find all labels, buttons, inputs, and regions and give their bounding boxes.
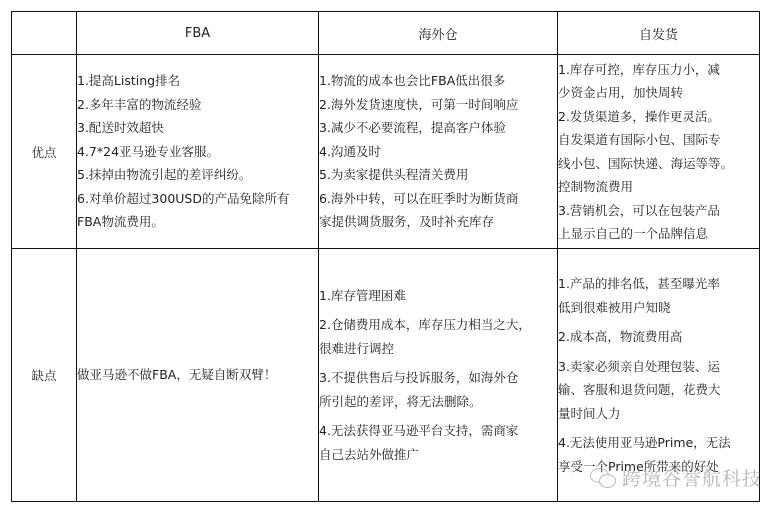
header-overseas-warehouse: 海外仓 bbox=[319, 12, 558, 55]
list-item: 3.营销机会，可以在包装产品 bbox=[558, 202, 720, 218]
list-item: 1.库存管理困难 bbox=[319, 287, 406, 303]
comparison-table bbox=[11, 11, 763, 502]
header-empty bbox=[12, 12, 77, 55]
list-item: 线小包、国际快递、海运等等。 bbox=[558, 155, 734, 171]
header-row bbox=[12, 12, 760, 55]
list-item: 3.卖家必须亲自处理包装、运 输、客服和退货问题，花费大 量时间人力 bbox=[558, 358, 721, 421]
list-item: 1.物流的成本也会比FBA低出很多 bbox=[319, 73, 506, 89]
fba-advantages bbox=[77, 55, 319, 249]
list-item: 4.无法使用亚马逊Prime，无法 享受一个Prime所带来的好处 bbox=[558, 435, 731, 474]
watermark-text: 跨境谷誉航科技 bbox=[622, 468, 763, 490]
list-item: 5.为卖家提供头程清关费用 bbox=[319, 167, 469, 183]
header-self-shipping: 自发货 bbox=[558, 12, 760, 55]
wechat-icon bbox=[590, 468, 616, 488]
list-item: 3.不提供售后与投诉服务，如海外仓 所引起的差评，将无法删除。 bbox=[319, 370, 519, 409]
list-item: FBA物流费用。 bbox=[77, 214, 164, 230]
self-shipping-advantages bbox=[558, 55, 760, 249]
list-item: 2.多年丰富的物流经验 bbox=[77, 96, 202, 112]
list-item: 家提供调货服务，及时补充库存 bbox=[319, 214, 495, 230]
list-item: 2.发货渠道多，操作更灵活。 bbox=[558, 108, 720, 124]
list-item: 1.提高Listing排名 bbox=[77, 73, 181, 89]
list-item: 3.配送时效超快 bbox=[77, 120, 164, 136]
overseas-advantages bbox=[319, 55, 558, 249]
list-item: 1.库存可控，库存压力小，减 bbox=[558, 61, 720, 77]
list-item: 3.减少不必要流程，提高客户体验 bbox=[319, 120, 506, 136]
watermark bbox=[590, 464, 762, 491]
advantages-row bbox=[12, 55, 760, 249]
list-item: 2.海外发货速度快，可第一时间响应 bbox=[319, 96, 519, 112]
list-item: 2.仓储费用成本，库存压力相当之大， 很难进行调控 bbox=[319, 317, 531, 356]
list-item: 2.成本高，物流费用高 bbox=[558, 329, 683, 344]
header-fba: FBA bbox=[77, 12, 319, 55]
row-label-disadvantages: 缺点 bbox=[12, 249, 77, 502]
fba-disadvantages bbox=[77, 249, 319, 502]
overseas-disadvantages bbox=[319, 249, 558, 502]
list-item: 少资金占用，加快周转 bbox=[558, 85, 684, 100]
list-item: 6.海外中转，可以在旺季时为断货商 bbox=[319, 190, 519, 206]
list-item: 上显示自己的一个品牌信息 bbox=[558, 226, 709, 241]
list-item: 4.沟通及时 bbox=[319, 143, 381, 159]
list-item: 4.无法获得亚马逊平台支持，需商家 自己去站外做推广 bbox=[319, 423, 519, 462]
list-item: 自发渠道有国际小包、国际专 bbox=[558, 132, 721, 147]
list-item: 1.产品的排名低，甚至曝光率 低到很难被用户知晓 bbox=[558, 276, 720, 315]
list-item: 控制物流费用 bbox=[558, 179, 634, 194]
list-item: 4.7*24亚马逊专业客服。 bbox=[77, 143, 220, 159]
list-item: 6.对单价超过300USD的产品免除所有 bbox=[77, 190, 290, 206]
list-item: 做亚马逊不做FBA，无疑自断双臂！ bbox=[77, 367, 277, 383]
list-item: 5.抹掉由物流引起的差评纠纷。 bbox=[77, 167, 252, 183]
row-label-advantages: 优点 bbox=[12, 55, 77, 249]
